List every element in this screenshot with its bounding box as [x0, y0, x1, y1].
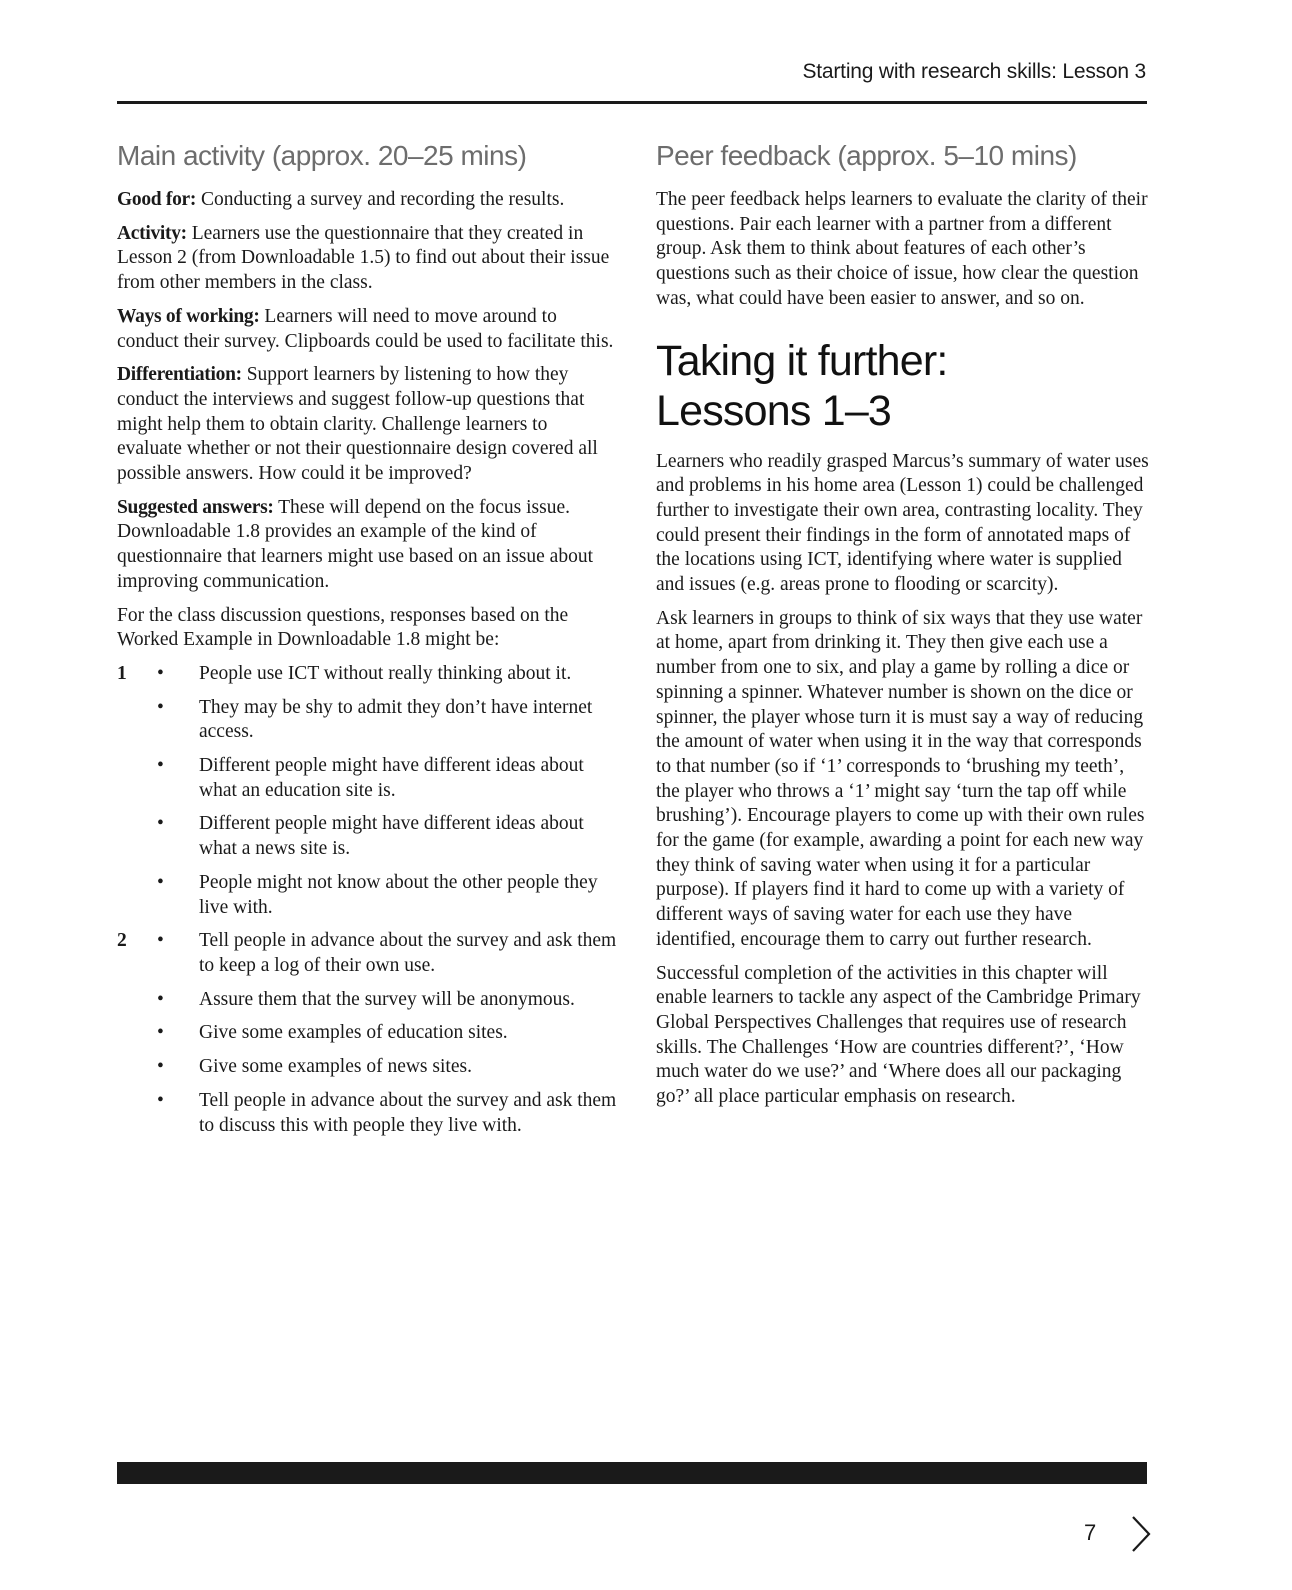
left-column — [117, 136, 617, 1147]
list-item — [117, 696, 617, 745]
taking-it-further-heading — [656, 336, 1150, 436]
list-item — [117, 1021, 617, 1046]
para-text: Learners will need to move around to conduct their survey. Clipboards could be used to facilitate this. — [117, 305, 614, 352]
answer-list-2 — [117, 929, 617, 1138]
bullet-icon: • — [157, 1022, 164, 1044]
bullet-icon: • — [157, 1056, 164, 1078]
list-item-text: Different people might have different ideas about what a news site is. — [199, 813, 584, 860]
list-item — [117, 871, 617, 920]
heading-line: Taking it further: — [656, 336, 948, 385]
peer-feedback-heading: Peer feedback (approx. 5–10 mins) — [656, 140, 1077, 171]
para-label: Good for: — [117, 189, 197, 210]
bullet-icon: • — [157, 930, 164, 952]
peer-feedback-paragraph: The peer feedback helps learners to evaluate the clarity of their questions. Pair each learner with a partner from a different group. Ask them to think about features of each other’s questions such as their choice of issue, how clear the question was, what could have been easier to answer, and so on. — [656, 189, 1148, 309]
list-item — [117, 1089, 617, 1138]
list-item — [117, 929, 617, 978]
list-item — [117, 1055, 617, 1080]
bullet-icon: • — [157, 988, 164, 1010]
list-item — [117, 988, 617, 1013]
para-text: Conducting a survey and recording the results. — [196, 189, 565, 210]
suggested-answers-paragraph — [117, 496, 617, 595]
para-label: Activity: — [117, 222, 187, 244]
list-item-text: Tell people in advance about the survey and ask them to discuss this with people they live with. — [199, 1089, 617, 1136]
bullet-icon: • — [157, 696, 164, 718]
list-item-text: Different people might have different ideas about what an education site is. — [199, 755, 584, 801]
para-text: These will depend on the focus issue. Downloadable 1.8 provides an example of the kind of questionnaire that learners might use based on an issue about improving communication. — [117, 496, 593, 592]
differentiation-paragraph — [117, 363, 617, 487]
right-column — [656, 136, 1150, 1119]
header-rule — [117, 101, 1147, 104]
main-activity-heading: Main activity (approx. 20–25 mins) — [117, 140, 527, 171]
list-item-text: Give some examples of news sites. — [199, 1056, 472, 1078]
activity-paragraph — [117, 222, 617, 296]
list-item — [117, 662, 617, 687]
list-item-text: Give some examples of education sites. — [199, 1022, 508, 1044]
list-item-text: Assure them that the survey will be anonymous. — [199, 988, 575, 1010]
ways-of-working-paragraph — [117, 305, 617, 354]
para-text: For the class discussion questions, responses based on the Worked Example in Downloadable 1.8 might be: — [117, 604, 569, 651]
list-item — [117, 812, 617, 861]
completion-paragraph: Successful completion of the activities in this chapter will enable learners to tackle any aspect of the Cambridge Primary Global Perspectives Challenges that requires use of research skills. The Challenges ‘How are countries different?’, ‘How much water do we use?’ and ‘Where does all our packaging go?’ all place particular emphasis on research. — [656, 962, 1141, 1108]
chevron-right-icon[interactable] — [1130, 1515, 1152, 1553]
bullet-icon: • — [157, 1089, 164, 1111]
heading-line: Lessons 1–3 — [656, 386, 892, 435]
page-number: 7 — [1084, 1520, 1097, 1545]
game-paragraph: Ask learners in groups to think of six ways that they use water at home, apart from drinking it. They then give each use a number from one to six, and play a game by rolling a dice or spinning a spinner. Whatever number is shown on the dice or spinner, the player whose turn it is must say a way of reducing the amount of water when using it in the way that corresponds to that number (so if ‘1’ corresponds to ‘brushing my teeth’, the player who throws a ‘1’ might say ‘turn the tap off while brushing’). Encourage players to come up with their own rules for the game (for example, awarding a point for each new way they think of saving water when using it for a particular purpose). If players find it hard to come up with a variety of different ways of saving water for each use they have identified, encourage them to carry out further research. — [656, 607, 1145, 950]
running-header: Starting with research skills: Lesson 3 — [802, 60, 1146, 83]
list-item-text: People might not know about the other people they live with. — [199, 871, 598, 918]
para-text: Learners use the questionnaire that they created in Lesson 2 (from Downloadable 1.5) to find out about their issue from other members in the class. — [117, 222, 610, 294]
good-for-paragraph — [117, 188, 617, 213]
bullet-icon: • — [157, 755, 164, 777]
para-label: Differentiation: — [117, 364, 242, 386]
para-text: Support learners by listening to how they conduct the interviews and suggest follow-up questions that might help them to obtain clarity. Challenge learners to evaluate whether or not their questionnaire design covered all possible answers. How could it be improved? — [117, 364, 598, 485]
bullet-icon: • — [157, 662, 164, 684]
list-item-text: They may be shy to admit they don’t have internet access. — [199, 696, 593, 743]
list-item-text: Tell people in advance about the survey and ask them to keep a log of their own use. — [199, 930, 617, 976]
footer-bar — [117, 1462, 1147, 1484]
list-number: 2 — [117, 930, 127, 952]
para-label: Ways of working: — [117, 305, 260, 327]
list-number: 1 — [117, 662, 127, 684]
para-label: Suggested answers: — [117, 496, 274, 518]
extension-paragraph: Learners who readily grasped Marcus’s summary of water uses and problems in his home area (Lesson 1) could be challenged further to investigate their own area, contrasting locality. They could present their findings in the form of annotated maps of the locations using ICT, identifying where water is supplied and issues (e.g. areas prone to flooding or scarcity). — [656, 450, 1149, 596]
list-item-text: People use ICT without really thinking about it. — [199, 662, 572, 684]
discussion-intro-paragraph — [117, 604, 617, 653]
answer-list-1 — [117, 662, 617, 920]
bullet-icon: • — [157, 871, 164, 893]
list-item — [117, 754, 617, 803]
bullet-icon: • — [157, 813, 164, 835]
